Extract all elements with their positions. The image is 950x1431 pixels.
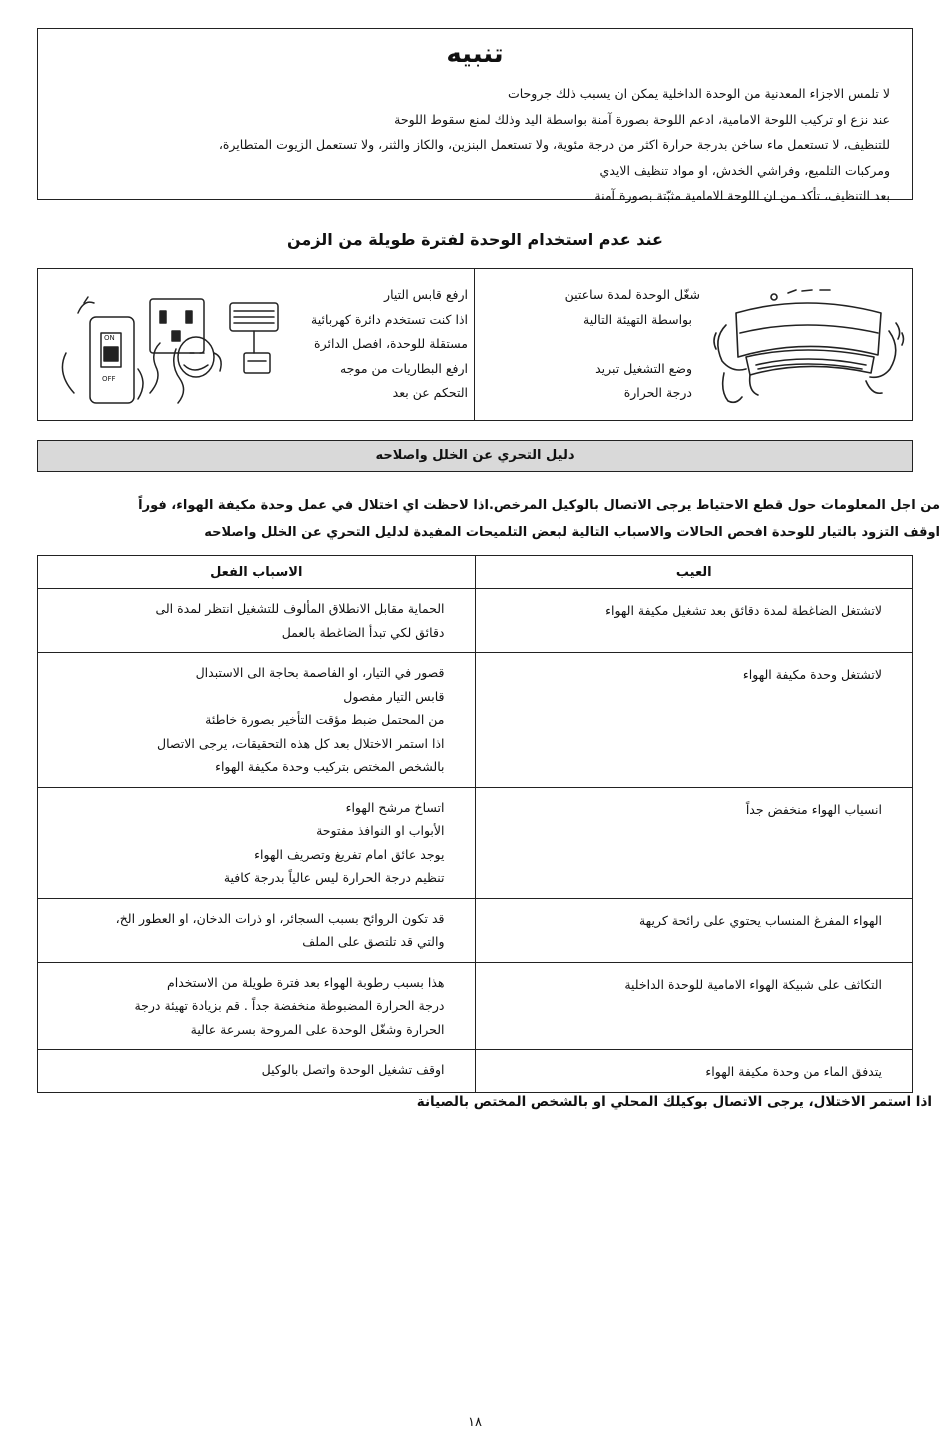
- run-line: درجة الحرارة: [623, 385, 692, 400]
- causes-cell: [38, 653, 476, 788]
- long-term-box: [37, 268, 913, 421]
- cause-line: دقائق لكي تبدأ الضاغطة بالعمل: [281, 624, 445, 640]
- caution-lines: [58, 81, 890, 209]
- troubleshooting-intro: [10, 492, 940, 546]
- header-causes: الاسباب الفعل: [38, 556, 476, 589]
- table-row: [38, 589, 913, 653]
- caution-line: للتنظيف، لا تستعمل ماء ساخن بدرجة حرارة اكثر من درجة مئوية، ولا تستعمل البنزين، والكاز والثنر، ولا تستعمل الزيوت المتطايرة،: [218, 137, 890, 152]
- cause-line: درجة الحرارة المضبوطة منخفضة جداً . قم بزيادة تهيئة درجة: [134, 998, 445, 1013]
- caution-line: لا تلمس الاجزاء المعدنية من الوحدة الداخلية يمكن ان يسبب ذلك جروحات: [507, 86, 890, 101]
- power-plug-illustration: [48, 273, 288, 418]
- unplug-line: مستقلة للوحدة، افصل الدائرة: [314, 336, 468, 351]
- causes-cell: [38, 1050, 476, 1093]
- page-number: ١٨: [468, 1415, 482, 1430]
- fault-cell: يتدفق الماء من وحدة مكيفة الهواء: [475, 1050, 913, 1093]
- unplug-line: التحكم عن بعد: [392, 385, 468, 400]
- caution-line: عند نزع او تركيب اللوحة الامامية، ادعم اللوحة بصورة آمنة بواسطة اليد وذلك لمنع سقوط اللوحة: [394, 111, 890, 127]
- table-row: [38, 962, 913, 1050]
- caution-line: بعد التنظيف، تأكد من ان اللوحة الامامية مثبّتة بصورة آمنة: [594, 188, 890, 203]
- long-term-unplug-cell: [38, 269, 475, 420]
- table-row: [38, 787, 913, 898]
- troubleshooting-table: [37, 555, 913, 1093]
- run-line: وضع التشغيل تبريد: [595, 360, 692, 376]
- cause-line: يوجد عائق امام تفريغ وتصريف الهواء: [254, 846, 445, 862]
- cause-line: الحرارة وشغّل الوحدة على المروحة بسرعة عالية: [190, 1021, 445, 1037]
- cause-line: بالشخص المختص بتركيب وحدة مكيفة الهواء: [215, 759, 445, 774]
- air-conditioner-illustration: [706, 273, 906, 418]
- intro-line: اوقف التزود بالتيار للوحدة افحص الحالات والاسباب التالية لبعض التلميحات المفيدة لدليل التحري عن الخلل واصلاحه: [204, 525, 940, 540]
- cause-line: اوقف تشغيل الوحدة واتصل بالوكيل: [261, 1062, 445, 1077]
- switch-off-label: OFF: [102, 375, 116, 383]
- causes-cell: [38, 787, 476, 898]
- troubleshooting-title: دليل التحري عن الخلل واصلاحه: [37, 440, 913, 472]
- cause-line: اذا استمر الاختلال بعد كل هذه التحقيقات، يرجى الاتصال: [157, 735, 445, 751]
- run-line: بواسطة التهيئة التالية: [583, 311, 692, 327]
- causes-cell: [38, 898, 476, 962]
- troubleshooting-footer: اذا استمر الاختلال، يرجى الاتصال بوكيلك المحلي او بالشخص المختص بالصيانة: [416, 1094, 932, 1110]
- cause-line: من المحتمل ضبط مؤقت التأخير بصورة خاطئة: [205, 712, 445, 727]
- fault-cell: لاتشتغل الضاغطة لمدة دقائق بعد تشغيل مكيفة الهواء: [475, 589, 913, 653]
- table-header-row: [38, 556, 913, 589]
- cause-line: تنظيم درجة الحرارة ليس عالياً بدرجة كافية: [223, 870, 445, 885]
- table-row: [38, 1050, 913, 1093]
- switch-on-label: ON: [104, 334, 115, 342]
- caution-box: [37, 28, 913, 203]
- cause-line: الأبواب او النوافذ مفتوحة: [316, 823, 445, 838]
- intro-line: من اجل المعلومات حول قطع الاحتياط يرجى الاتصال بالوكيل المرخص.اذا لاحظت اي اختلال في عمل وحدة مكيفة الهواء، فوراً: [138, 498, 940, 513]
- cause-line: هذا بسبب رطوبة الهواء بعد فترة طويلة من الاستخدام: [167, 974, 445, 990]
- table-row: [38, 653, 913, 788]
- table-row: [38, 898, 913, 962]
- cause-line: اتساخ مرشح الهواء: [345, 799, 445, 815]
- fault-cell: انسياب الهواء منخفض جداً: [475, 787, 913, 898]
- caution-title: تنبيه: [446, 39, 504, 69]
- cause-line: والتي قد تلتصق على الملف: [302, 934, 445, 949]
- run-line: شغّل الوحدة لمدة ساعتين: [564, 287, 700, 302]
- causes-cell: [38, 589, 476, 653]
- unplug-line: ارفع البطاريات من موجه: [339, 360, 468, 376]
- cause-line: قابس التيار مفصول: [343, 688, 445, 704]
- caution-line: ومركبات التلميع، وفراشي الخدش، او مواد تنظيف الايدي: [599, 162, 890, 178]
- fault-cell: التكاثف على شبيكة الهواء الامامية للوحدة الداخلية: [475, 962, 913, 1050]
- header-fault: العيب: [475, 556, 913, 589]
- long-term-unplug-text: [311, 283, 468, 406]
- long-term-run-text: [565, 283, 700, 406]
- unplug-line: ارفع قابس التيار: [384, 287, 468, 302]
- unplug-line: اذا كنت تستخدم دائرة كهربائية: [311, 311, 468, 327]
- cause-line: الحماية مقابل الانطلاق المألوف للتشغيل انتظر لمدة الى: [155, 601, 445, 616]
- fault-cell: الهواء المفرغ المنساب يحتوي على رائحة كريهة: [475, 898, 913, 962]
- causes-cell: [38, 962, 476, 1050]
- cause-line: قصور في التيار، او الفاصمة بحاجة الى الاستبدال: [195, 665, 445, 680]
- long-term-run-cell: [475, 269, 912, 420]
- cause-line: قد تكون الروائح بسبب السجائر، او ذرات الدخان، او العطور الخ،: [115, 910, 445, 926]
- long-term-title: عند عدم استخدام الوحدة لفترة طويلة من الزمن: [287, 230, 663, 249]
- run-line: [565, 332, 700, 357]
- fault-cell: لاتشتغل وحدة مكيفة الهواء: [475, 653, 913, 788]
